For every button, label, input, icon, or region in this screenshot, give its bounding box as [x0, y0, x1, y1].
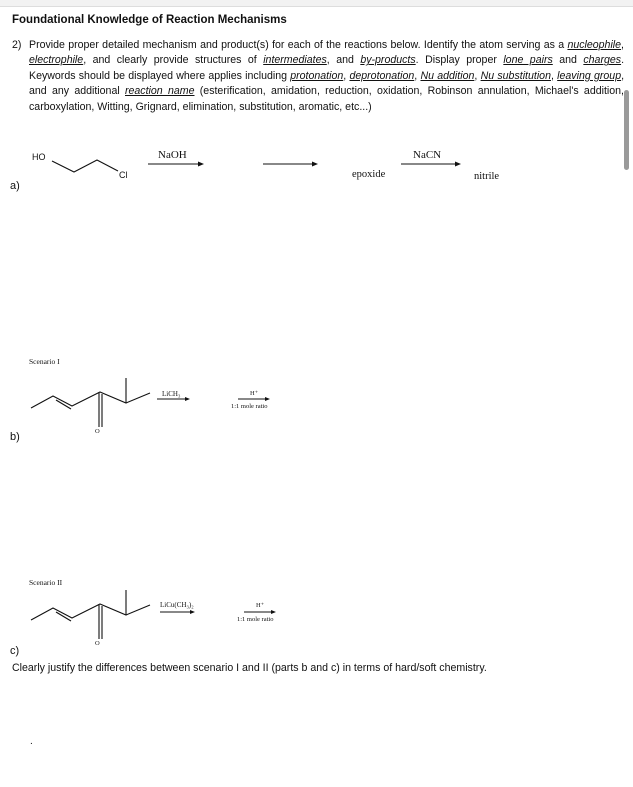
- text-segment: , and any additional: [29, 69, 625, 98]
- text-segment: (esterification, amidation, reduction, oxidation, Robinson annulation, Michael's addition, carboxylation, Witting, Grignard, elimination, substitution, aromatic, etc...): [29, 85, 624, 113]
- arrow-nacn-head: [455, 162, 461, 167]
- reactant-a-chain: [52, 160, 118, 172]
- part-b-label: b): [10, 431, 20, 443]
- keyword-deprotonation: deprotonation: [349, 69, 415, 82]
- part-c-label: c): [10, 645, 20, 657]
- keyword-protonation: protonation: [290, 69, 344, 82]
- text-segment: ,: [621, 39, 624, 51]
- ratio-b: 1:1 mole ratio: [231, 403, 268, 410]
- part-a-label: a): [10, 180, 20, 192]
- arrow-naoh-head: [198, 162, 204, 167]
- carbonyl-oxygen-c: O: [95, 640, 100, 647]
- intermediate-epoxide: epoxide: [352, 169, 386, 180]
- product-nitrile: nitrile: [474, 171, 500, 182]
- arrow-h-c-head: [271, 610, 276, 614]
- keyword-nucleophile: nucleophile: [567, 39, 622, 51]
- scenario-ii-label: Scenario II: [29, 578, 63, 587]
- justify-prompt: Clearly justify the differences between scenario I and II (parts b and c) in terms of hard/soft chemistry.: [12, 662, 487, 674]
- text-segment: ,: [550, 69, 558, 82]
- text-segment: . Display proper: [415, 54, 504, 67]
- reagent-h-plus-b: H⁺: [250, 390, 259, 397]
- reagent-naoh: NaOH: [158, 149, 187, 161]
- question-number: 2): [12, 39, 22, 51]
- text-segment: , and: [326, 54, 361, 67]
- text-segment: ,: [474, 69, 481, 82]
- arrow-licu-head: [190, 610, 195, 614]
- keyword-lone-pairs: lone pairs: [503, 54, 553, 67]
- text-segment: . Keywords should be displayed where applies including: [29, 54, 625, 82]
- text-segment: ,: [414, 69, 421, 82]
- keyword-electrophile: electrophile: [29, 54, 84, 67]
- scenario-i-label: Scenario I: [29, 357, 60, 366]
- keyword-nu-addition: Nu addition: [420, 69, 475, 82]
- keyword-charges: charges: [583, 54, 622, 67]
- text-segment: and: [552, 54, 584, 67]
- carbonyl-oxygen-b: O: [95, 428, 100, 435]
- keyword-byproducts: by-products: [360, 54, 416, 67]
- text-segment: , and clearly provide structures of: [83, 54, 264, 67]
- keyword-leaving-group: leaving group: [557, 69, 622, 82]
- keyword-reaction-name: reaction name: [125, 85, 195, 98]
- text-segment: Provide proper detailed mechanism and product(s) for each of the reactions below. Identify the atom serving as a: [29, 39, 568, 51]
- text-segment: ,: [343, 69, 350, 82]
- reagent-lich3: LiCH₃: [162, 390, 181, 398]
- reagent-h-plus-c: H⁺: [256, 602, 265, 609]
- stray-mark: .: [30, 736, 33, 747]
- enone-b-chain: [31, 392, 150, 408]
- arrow-lich3-head: [185, 397, 190, 401]
- reactant-ho-label: HO: [32, 152, 46, 162]
- enone-c-chain: [31, 604, 150, 620]
- keyword-nu-substitution: Nu substitution: [480, 69, 551, 82]
- ratio-c: 1:1 mole ratio: [237, 616, 274, 623]
- arrow-h-b-head: [265, 397, 270, 401]
- reactant-cl-label: Cl: [119, 170, 128, 180]
- reagent-nacn: NaCN: [413, 149, 442, 161]
- reagent-licuch3-2: LiCu(CH₃)₂: [160, 601, 194, 609]
- page-title: Foundational Knowledge of Reaction Mechanisms: [12, 14, 287, 26]
- keyword-intermediates: intermediates: [263, 54, 327, 67]
- arrow-to-epoxide-head: [312, 162, 318, 167]
